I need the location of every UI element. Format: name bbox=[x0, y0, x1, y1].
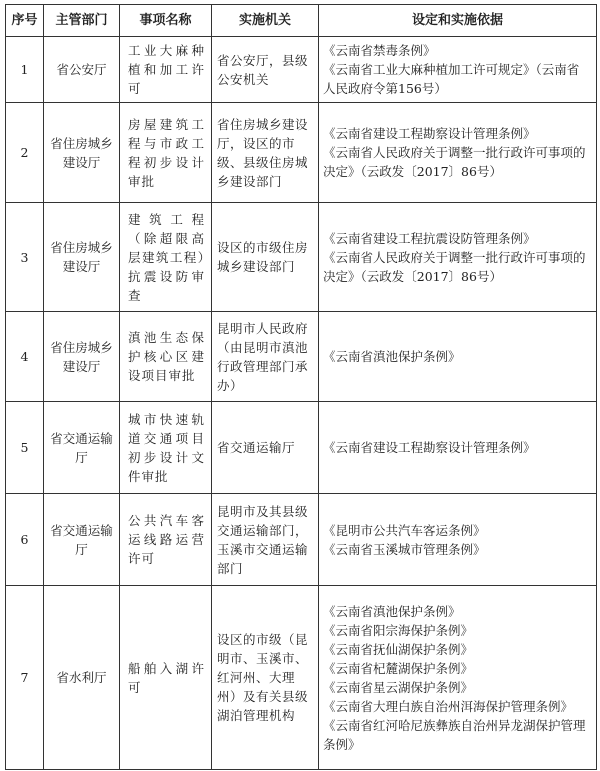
row-basis bbox=[319, 37, 597, 103]
table-row bbox=[6, 37, 597, 103]
row-item: 公共汽车客运线路运营许可 bbox=[120, 494, 212, 586]
row-item: 建筑工程（除超限高层建筑工程）抗震设防审查 bbox=[120, 203, 212, 312]
row-org: 昆明市人民政府（由昆明市滇池行政管理部门承办） bbox=[212, 312, 319, 402]
row-number: 7 bbox=[6, 586, 44, 770]
row-number: 6 bbox=[6, 494, 44, 586]
row-item: 工业大麻种植和加工许可 bbox=[120, 37, 212, 103]
row-item: 滇池生态保护核心区建设项目审批 bbox=[120, 312, 212, 402]
basis-line: 《昆明市公共汽车客运条例》 bbox=[323, 522, 486, 538]
row-dept: 省住房城乡建设厅 bbox=[44, 312, 120, 402]
row-org: 设区的市级（昆明市、玉溪市、红河州、大理州）及有关县级湖泊管理机构 bbox=[212, 586, 319, 770]
basis-line: 《云南省建设工程勘察设计管理条例》 bbox=[323, 440, 536, 455]
table-row bbox=[6, 494, 597, 586]
row-basis bbox=[319, 312, 597, 402]
basis-line: 《云南省玉溪城市管理条例》 bbox=[323, 541, 486, 557]
row-number: 1 bbox=[6, 37, 44, 103]
basis-line: 《云南省建设工程抗震设防管理条例》 bbox=[323, 230, 536, 246]
basis-line: 《云南省抚仙湖保护条例》 bbox=[323, 641, 474, 657]
table-row bbox=[6, 402, 597, 494]
basis-line: 《云南省建设工程勘察设计管理条例》 bbox=[323, 126, 536, 141]
row-item: 房屋建筑工程与市政工程初步设计审批 bbox=[120, 103, 212, 203]
basis-line: 《云南省滇池保护条例》 bbox=[323, 603, 461, 619]
row-dept: 省住房城乡建设厅 bbox=[44, 103, 120, 203]
basis-line: 《云南省杞麓湖保护条例》 bbox=[323, 660, 474, 676]
basis-line: 《云南省工业大麻种植加工许可规定》（云南省人民政府令第156号） bbox=[323, 62, 580, 96]
header-row bbox=[6, 5, 597, 37]
header-basis: 设定和实施依据 bbox=[319, 5, 597, 37]
basis-line: 《云南省大理白族自治州洱海保护管理条例》 bbox=[323, 698, 574, 714]
basis-line: 《云南省人民政府关于调整一批行政许可事项的决定》（云政发〔2017〕86号） bbox=[323, 145, 586, 179]
table-row bbox=[6, 203, 597, 312]
row-dept: 省住房城乡建设厅 bbox=[44, 203, 120, 312]
row-basis bbox=[319, 494, 597, 586]
row-item: 城市快速轨道交通项目初步设计文件审批 bbox=[120, 402, 212, 494]
row-dept: 省交通运输厅 bbox=[44, 402, 120, 494]
row-dept: 省公安厅 bbox=[44, 37, 120, 103]
row-org: 省住房城乡建设厅，设区的市级、县级住房城乡建设部门 bbox=[212, 103, 319, 203]
table-row bbox=[6, 586, 597, 770]
permit-table bbox=[5, 4, 597, 770]
basis-line: 《云南省滇池保护条例》 bbox=[323, 349, 461, 364]
basis-line: 《云南省禁毒条例》 bbox=[323, 43, 436, 58]
row-basis bbox=[319, 203, 597, 312]
header-org: 实施机关 bbox=[212, 5, 319, 37]
basis-line: 《云南省红河哈尼族彝族自治州异龙湖保护管理条例》 bbox=[323, 717, 586, 752]
row-number: 5 bbox=[6, 402, 44, 494]
row-org: 昆明市及其县级交通运输部门，玉溪市交通运输部门 bbox=[212, 494, 319, 586]
table-row bbox=[6, 103, 597, 203]
row-dept: 省水利厅 bbox=[44, 586, 120, 770]
row-number: 4 bbox=[6, 312, 44, 402]
row-basis bbox=[319, 586, 597, 770]
header-item: 事项名称 bbox=[120, 5, 212, 37]
basis-line: 《云南省人民政府关于调整一批行政许可事项的决定》（云政发〔2017〕86号） bbox=[323, 249, 586, 284]
row-basis bbox=[319, 103, 597, 203]
header-dept: 主管部门 bbox=[44, 5, 120, 37]
row-org: 省交通运输厅 bbox=[212, 402, 319, 494]
row-item: 船舶入湖许可 bbox=[120, 586, 212, 770]
row-number: 3 bbox=[6, 203, 44, 312]
table-row bbox=[6, 312, 597, 402]
row-number: 2 bbox=[6, 103, 44, 203]
row-org: 设区的市级住房城乡建设部门 bbox=[212, 203, 319, 312]
row-org: 省公安厅，县级公安机关 bbox=[212, 37, 319, 103]
row-basis bbox=[319, 402, 597, 494]
basis-line: 《云南省星云湖保护条例》 bbox=[323, 679, 474, 695]
basis-line: 《云南省阳宗海保护条例》 bbox=[323, 622, 474, 638]
row-dept: 省交通运输厅 bbox=[44, 494, 120, 586]
header-no: 序号 bbox=[6, 5, 44, 37]
